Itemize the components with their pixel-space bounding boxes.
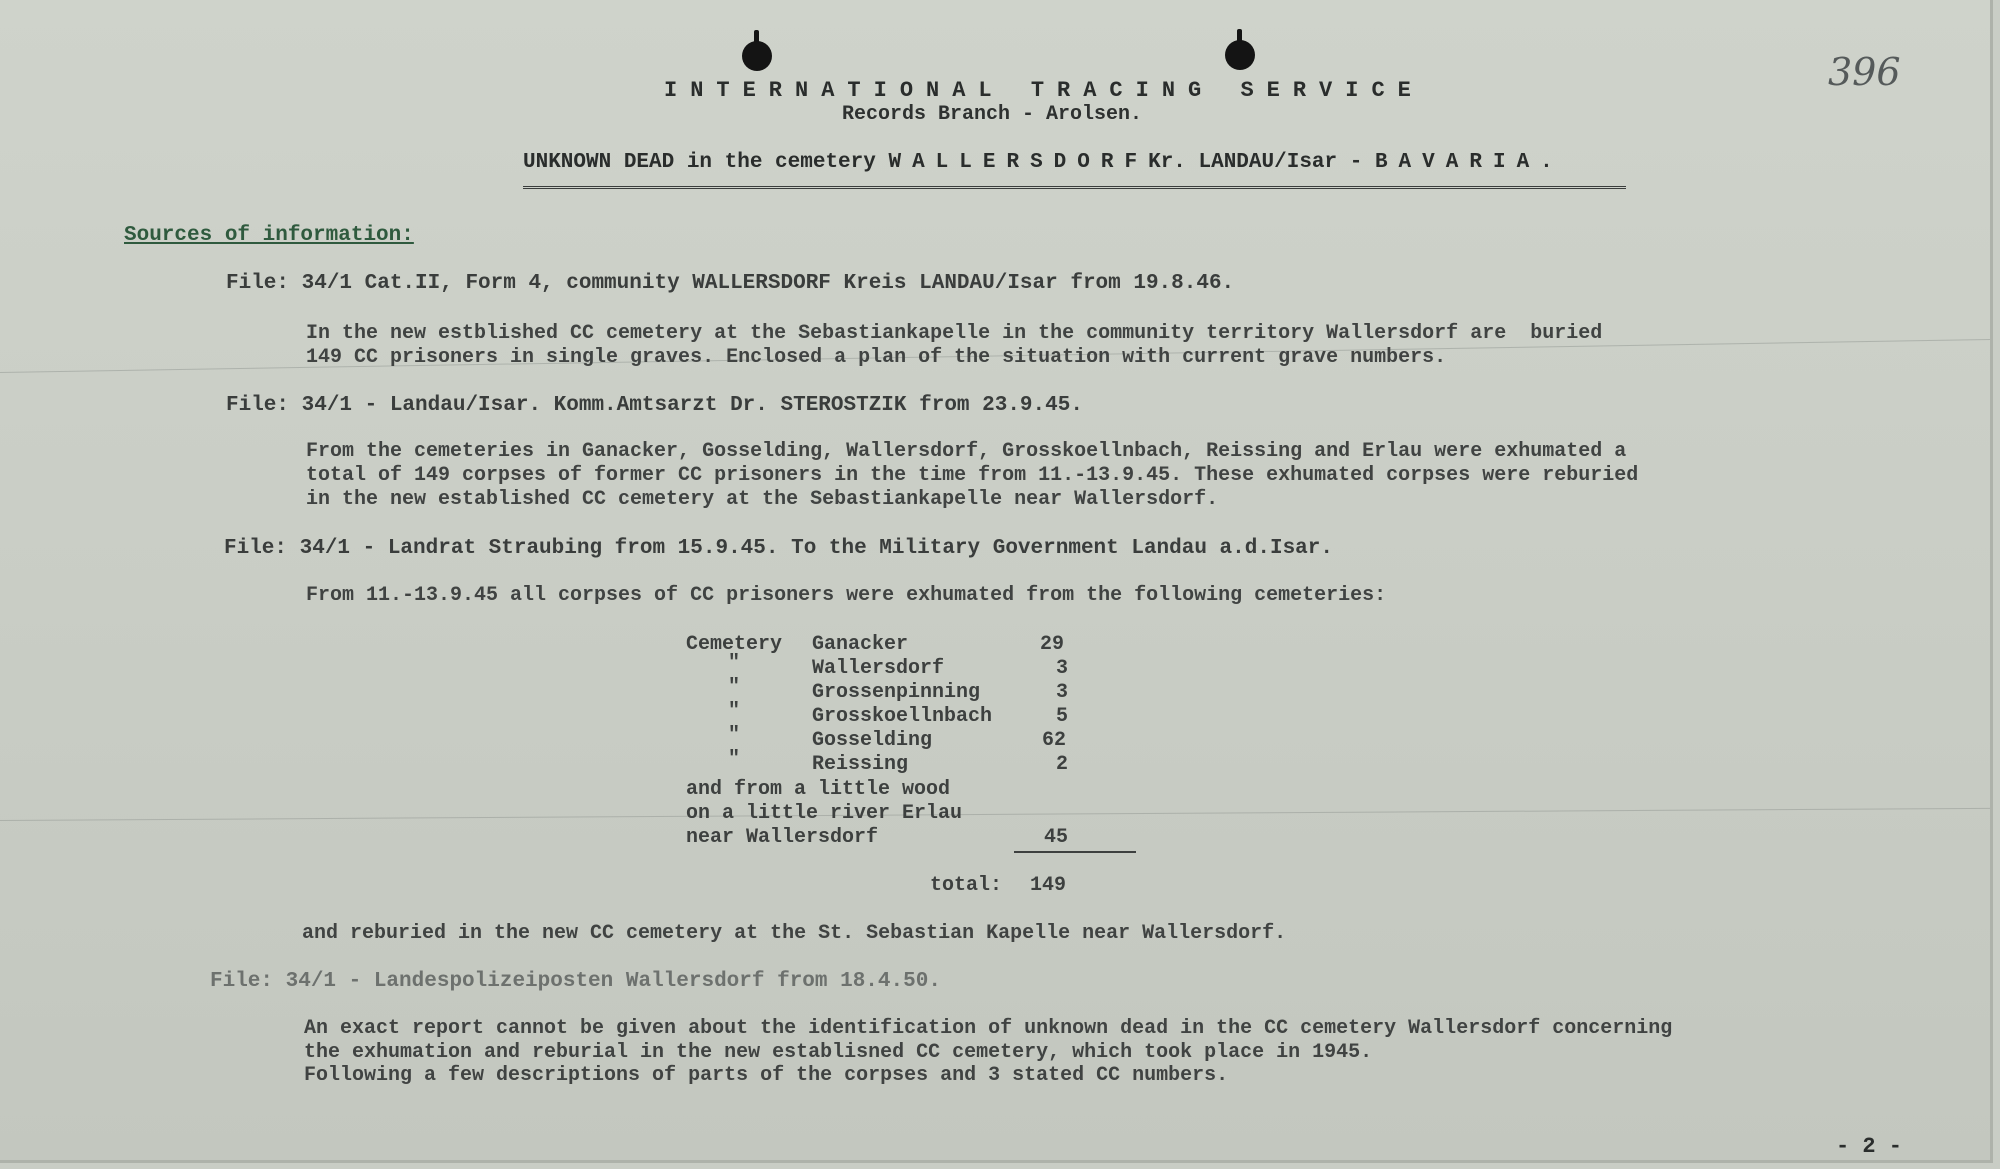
subject-place: WALLERSDORF (888, 151, 1149, 174)
table-extra-line-3: near Wallersdorf (686, 826, 879, 849)
table-row-label: " (728, 676, 741, 699)
table-row-count: 62 (1042, 729, 1067, 752)
table-row-label: " (728, 652, 741, 675)
subject-state: BAVARIA. (1374, 151, 1564, 174)
page-number: 396 (1828, 50, 1901, 94)
table-extra-line-2: on a little river Erlau (686, 802, 963, 825)
entry-2-line-1: From the cemeteries in Ganacker, Gosselding, Wallersdorf, Grosskoellnbach, Reissing and Erlau were exhumated a (306, 440, 1627, 463)
subject-prefix: UNKNOWN DEAD in the cemetery (523, 151, 876, 174)
table-row-name: Ganacker (812, 633, 909, 656)
entry-2-line-2: total of 149 corpses of former CC prisoners in the time from 11.-13.9.45. These exhumated corpses were reburied (306, 464, 1639, 487)
document-subject (523, 151, 1564, 174)
sources-heading: Sources of information: (124, 224, 414, 247)
table-row-name: Grossenpinning (812, 681, 981, 704)
punch-hole-right (1225, 40, 1255, 70)
sum-line (1014, 851, 1136, 853)
file-reference-2: File: 34/1 - Landau/Isar. Komm.Amtsarzt Dr. STEROSTZIK from 23.9.45. (226, 394, 1083, 417)
file-reference-4: File: 34/1 - Landespolizeiposten Wallersdorf from 18.4.50. (210, 970, 941, 993)
total-label: total: (930, 874, 1003, 897)
subject-district: Kr. LANDAU/Isar - (1148, 151, 1363, 174)
table-row-label: Cemetery (686, 633, 783, 656)
table-row-count: 2 (1056, 753, 1069, 776)
total-value: 149 (1030, 874, 1067, 897)
file-reference-3: File: 34/1 - Landrat Straubing from 15.9.45. To the Military Government Landau a.d.Isar. (224, 537, 1333, 560)
subject-underline (523, 186, 1626, 189)
entry-4-line-1: An exact report cannot be given about the identification of unknown dead in the CC cemetery Wallersdorf concerning (304, 1017, 1673, 1040)
table-row-count: 5 (1056, 705, 1069, 728)
punch-hole-left (742, 41, 772, 71)
table-row-count: 3 (1056, 657, 1069, 680)
table-row-label: " (728, 724, 741, 747)
entry-1-line-2: 149 CC prisoners in single graves. Enclosed a plan of the situation with current grave numbers. (306, 346, 1447, 369)
reburial-line: and reburied in the new CC cemetery at the St. Sebastian Kapelle near Wallersdorf. (302, 922, 1287, 945)
entry-2-line-3: in the new established CC cemetery at the Sebastiankapelle near Wallersdorf. (306, 488, 1219, 511)
table-extra-line-1: and from a little wood (686, 778, 951, 801)
entry-4-line-2: the exhumation and reburial in the new establisned CC cemetery, which took place in 1945. (304, 1041, 1373, 1064)
entry-3-line-1: From 11.-13.9.45 all corpses of CC prisoners were exhumated from the following cemeteries: (306, 584, 1387, 607)
entry-4-line-3: Following a few descriptions of parts of the corpses and 3 stated CC numbers. (304, 1064, 1229, 1087)
entry-1-line-1: In the new estblished CC cemetery at the Sebastiankapelle in the community territory Wallersdorf are buried (306, 322, 1603, 345)
header-title: INTERNATIONAL TRACING SERVICE (664, 78, 1424, 103)
table-row-count: 3 (1056, 681, 1069, 704)
table-row-count: 29 (1040, 633, 1065, 656)
table-row-name: Gosselding (812, 729, 933, 752)
table-row-name: Wallersdorf (812, 657, 945, 680)
table-row-name: Reissing (812, 753, 909, 776)
table-row-name: Grosskoellnbach (812, 705, 993, 728)
table-extra-count: 45 (1044, 826, 1069, 849)
file-reference-1: File: 34/1 Cat.II, Form 4, community WALLERSDORF Kreis LANDAU/Isar from 19.8.46. (226, 272, 1235, 295)
paper-crease (0, 808, 1993, 821)
table-row-label: " (728, 748, 741, 771)
header-subtitle: Records Branch - Arolsen. (842, 103, 1143, 126)
table-row-label: " (728, 700, 741, 723)
continuation-marker: - 2 - (1836, 1134, 1903, 1159)
